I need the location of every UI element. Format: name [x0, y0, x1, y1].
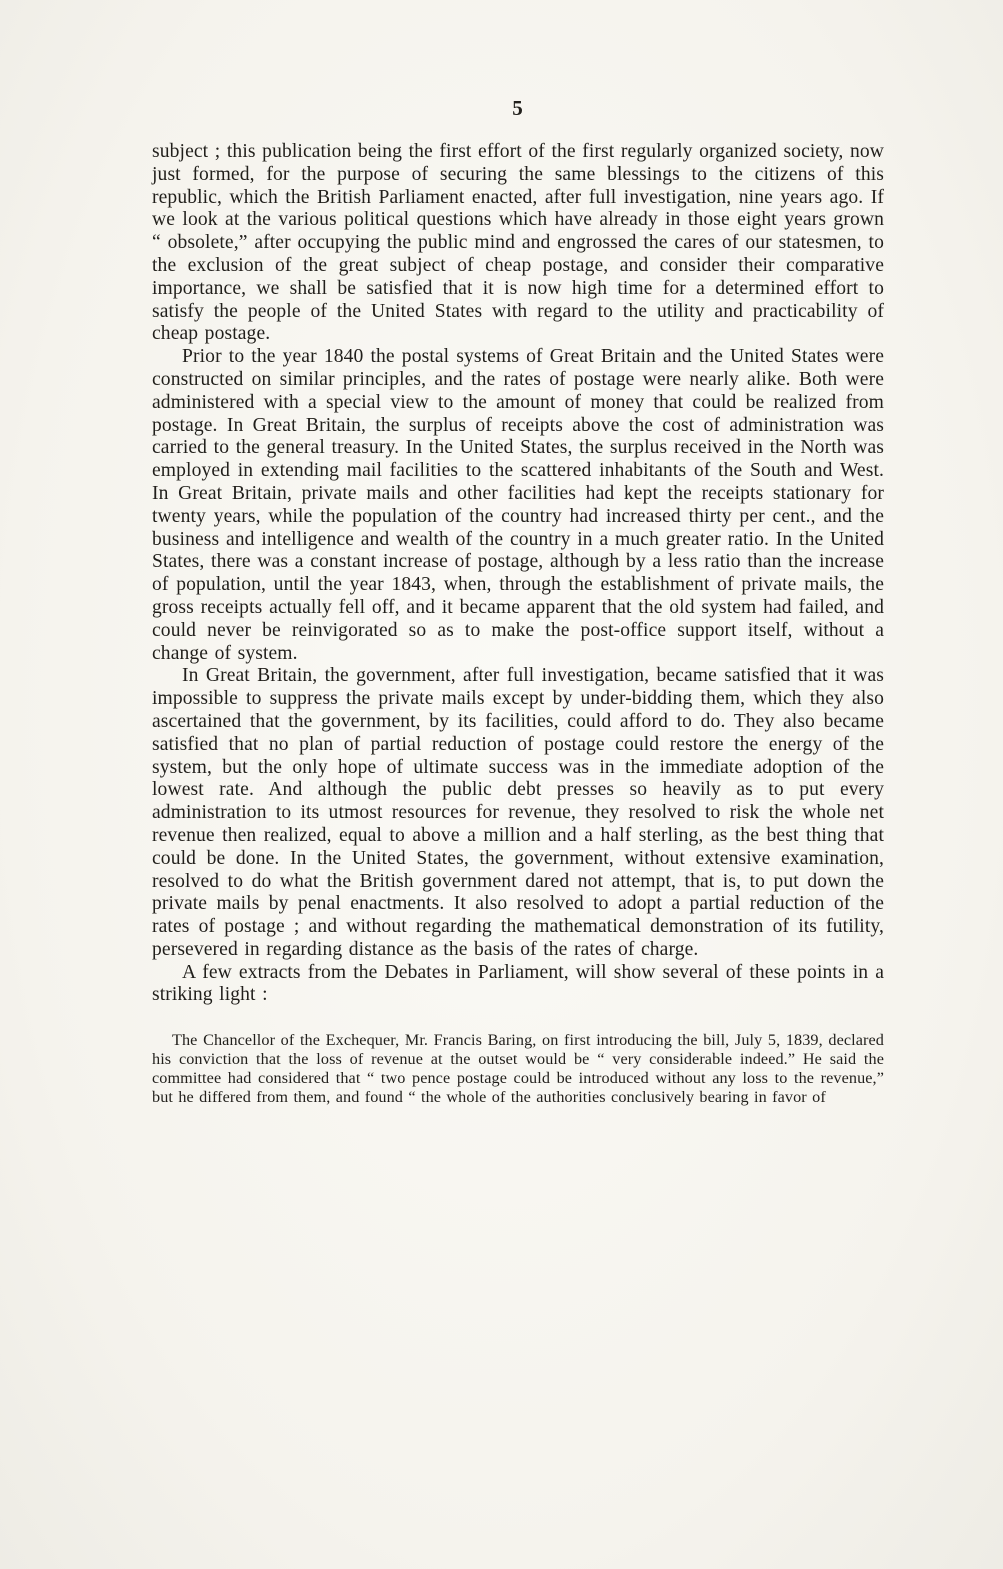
paragraph: In Great Britain, the government, after full investigation, became satisfied that it was impossible to suppress the private mails except by under-bidding them, which they also ascertained that the government, by its facilities, could afford to do. They also became satisfied that no plan of partial reduction of postage could restore the energy of the system, but the only hope of ultimate success was in the immediate adoption of the lowest rate. And although the public debt presses so heavily as to put every administration to its utmost resources for revenue, they resolved to risk the whole net revenue then realized, equal to above a million and a half sterling, as the best thing that could be done. In the United States, the government, without extensive examination, resolved to do what the British government dared not attempt, that is, to put down the private mails by penal enactments. It also resolved to adopt a partial reduction of the rates of postage ; and without regarding the mathematical demonstration of its futility, persevered in regarding distance as the basis of the rates of charge.	[152, 665, 884, 960]
paragraph-continuation: subject ; this publication being the first effort of the first regularly organized society, now just formed, for the purpose of securing the same blessings to the citizens of this republic, which the British Parliament enacted, after full investigation, nine years ago. If we look at the various political questions which have already in those eight years grown “ obsolete,” after occupying the public mind and engrossed the cares of our statesmen, to the exclusion of the great subject of cheap postage, and consider their comparative importance, we shall be satisfied that it is now high time for a determined effort to satisfy the people of the United States with regard to the utility and practicability of cheap postage.	[152, 141, 884, 345]
paragraph: Prior to the year 1840 the postal systems of Great Britain and the United States were constructed on similar principles, and the rates of postage were nearly alike. Both were administered with a special view to the amount of money that could be realized from postage. In Great Britain, the surplus of receipts above the cost of administration was carried to the general treasury. In the United States, the surplus received in the North was employed in extending mail facilities to the scattered inhabitants of the South and West. In Great Britain, private mails and other facilities had kept the receipts stationary for twenty years, while the population of the country had increased thirty per cent., and the business and intelligence and wealth of the country in a much greater ratio. In the United States, there was a constant increase of postage, although by a less ratio than the increase of population, until the year 1843, when, through the establishment of private mails, the gross receipts actually fell off, and it became apparent that the old system had failed, and could never be reinvigorated so as to make the post-office support itself, without a change of system.	[152, 346, 884, 664]
page-number: 5	[512, 96, 524, 120]
paragraph: A few extracts from the Debates in Parliament, will show several of these points in a striking light :	[152, 961, 884, 1006]
text-body	[152, 141, 884, 1107]
extract-paragraph: The Chancellor of the Exchequer, Mr. Francis Baring, on first introducing the bill, July 5, 1839, declared his conviction that the loss of revenue at the outset would be “ very considerable indeed.” He said the committee had considered that “ two pence postage could be introduced without any loss to the revenue,” but he differed from them, and found “ the whole of the authorities conclusively bearing in favor of	[152, 1031, 884, 1106]
